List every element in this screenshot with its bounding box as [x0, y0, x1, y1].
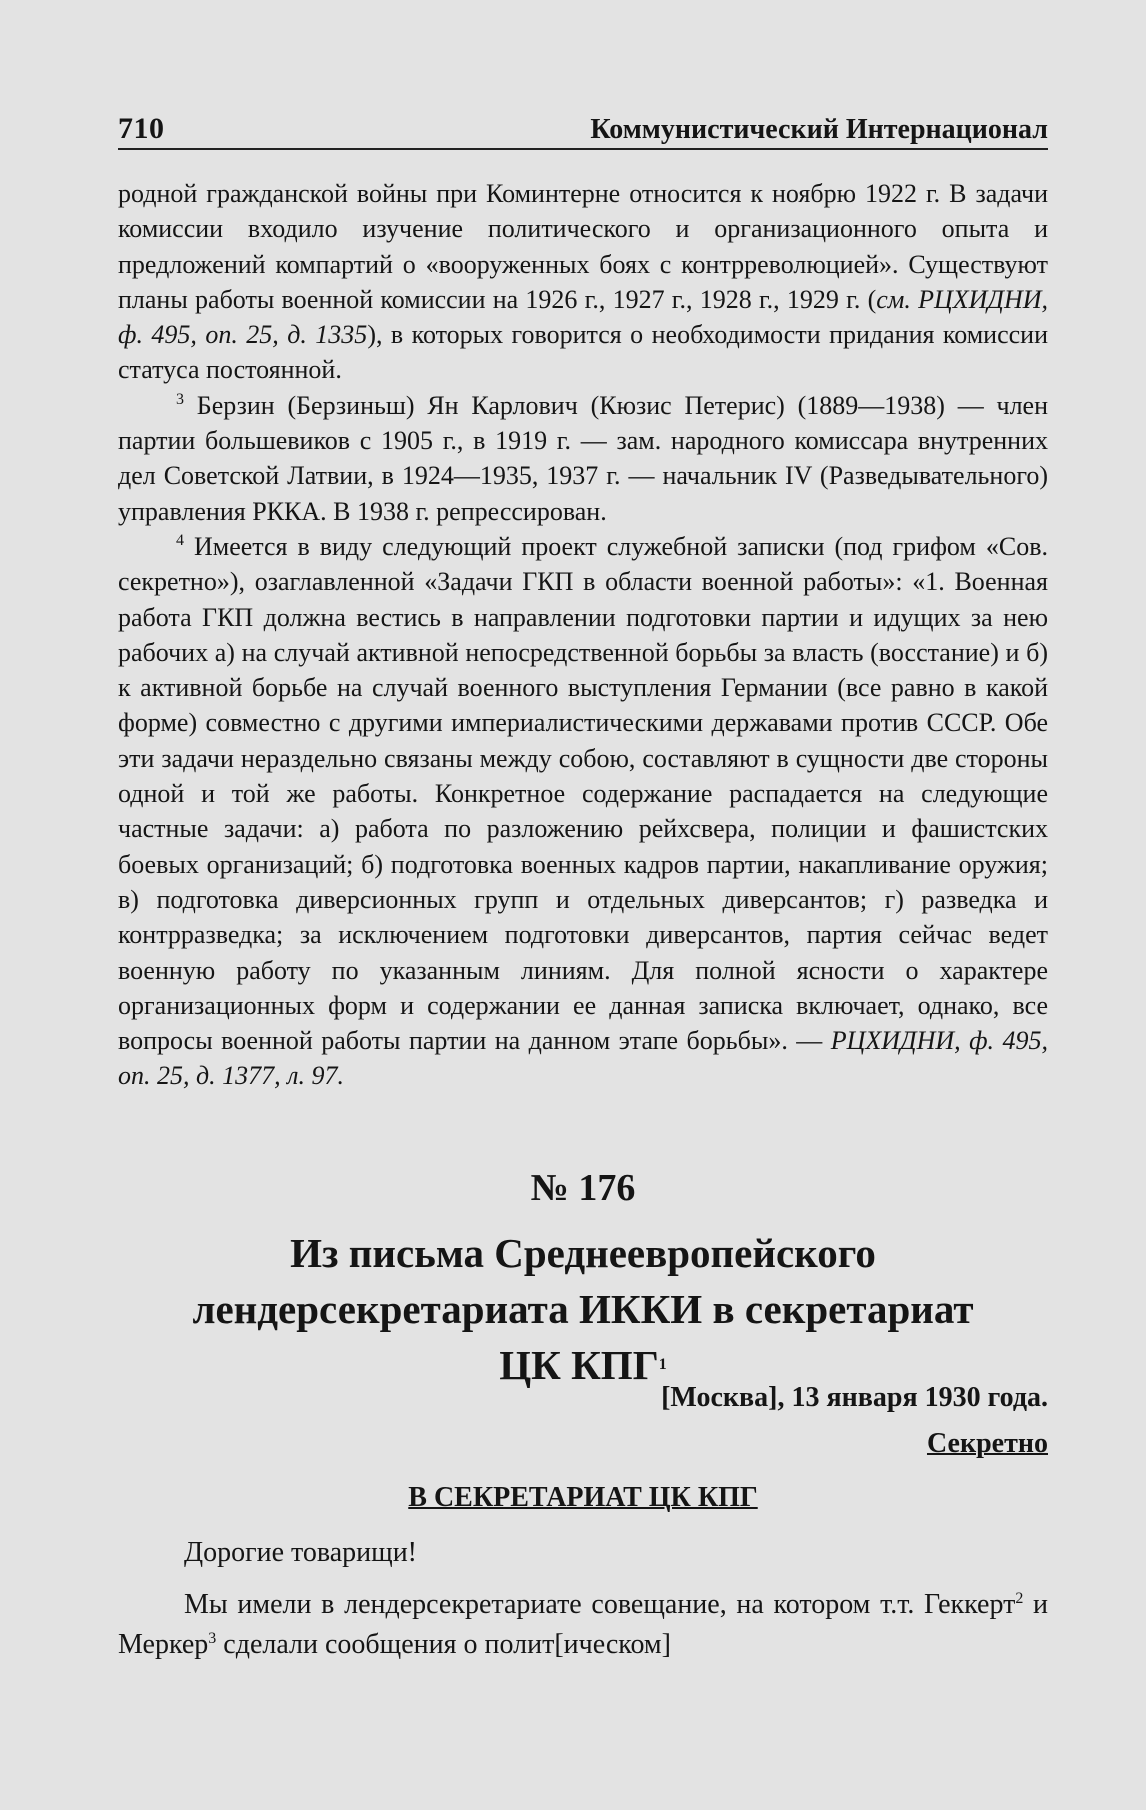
- document-number: № 176: [530, 1167, 636, 1209]
- addressee-text: В СЕКРЕТАРИАТ ЦК КПГ: [408, 1482, 758, 1513]
- document-title-line-1: Из письма Среднеевропейского: [290, 1230, 876, 1276]
- note-2-tail: ), в которых говорится о необходимости придания комиссии статуса постоянной.: [118, 320, 1048, 385]
- note-3-text: Берзин (Берзиньш) Ян Карлович (Кюзис Петерис) (1889—1938) — член партии большевиков с 1905 г., в 1919 г. — зам. народного комиссара внутренних дел Советской Латвии, в 1924—1935, 1937 г. — начальник IV (Разведывательного) управления РККА. В 1938 г. репрессирован.: [118, 390, 1048, 526]
- document-title-line-2: лендерсекретариата ИККИ в секретариат: [192, 1286, 974, 1332]
- note-3-marker: 3: [176, 390, 184, 408]
- document-date: [Москва], 13 января 1930 года.: [661, 1382, 1048, 1413]
- note-2-text: родной гражданской войны при Коминтерне относится к ноябрю 1922 г. В задачи комиссии входило изучение политического и организационного опыта и предложений компартий о «вооруженных боях с контрреволюцией». Существуют планы работы военной комиссии на 1926 г., 1927 г., 1928 г., 1929 г. (: [118, 179, 1048, 314]
- classification-stamp: Секретно: [926, 1428, 1048, 1459]
- running-title: Коммунистический Интернационал: [590, 114, 1048, 145]
- footnote-marker-2: 2: [1015, 1590, 1024, 1607]
- note-2-continuation: [118, 176, 1048, 388]
- note-4-marker: 4: [176, 531, 184, 549]
- letter-body-part-2: и Меркер: [118, 1589, 1049, 1660]
- page-number: 710: [118, 112, 165, 145]
- document-title-line-3-text: ЦК КПГ: [499, 1342, 659, 1388]
- letter-body-part-3: сделали сообщения о полит[ическом]: [216, 1629, 671, 1660]
- running-head: [118, 104, 1048, 150]
- document-title: [118, 1225, 1048, 1393]
- footnotes-block: [118, 176, 1048, 1094]
- note-3: [118, 388, 1048, 529]
- footnote-marker-3: 3: [208, 1630, 217, 1647]
- note-2-source: см. РЦХИДНИ, ф. 495, оп. 25, д. 1335: [118, 284, 1048, 350]
- note-4: [118, 529, 1048, 1094]
- addressee: [118, 1482, 1048, 1514]
- salutation: Дорогие товарищи!: [184, 1537, 417, 1568]
- letter-body-part-1: Мы имели в лендерсекретариате совещание, на котором т.т. Геккерт: [184, 1589, 1016, 1620]
- note-4-source: РЦХИДНИ, ф. 495, оп. 25, д. 1377, л. 97.: [118, 1026, 1048, 1091]
- letter-body: [118, 1585, 1048, 1665]
- note-4-text: Имеется в виду следующий проект служебной записки (под грифом «Сов. секретно»), озаглавленной «Задачи ГКП в области военной работы»: «1. Военная работа ГКП должна вестись в направлении подготовки партии и идущих за нею рабочих а) на случай активной непосредственной борьбы за власть (восстание) и б) к активной борьбе на случай военного выступления Германии (все равно в какой форме) совместно с другими империалистическими державами против СССР. Обе эти задачи нераздельно связаны между собою, составляют в сущности две стороны одной и той же работы. Конкретное содержание распадается на следующие частные задачи: а) работа по разложению рейхсвера, полиции и фашистских боевых организаций; б) подготовка военных кадров партии, накапливание оружия; в) подготовка диверсионных групп и отдельных диверсантов; г) разведка и контрразведка; за исключением подготовки диверсантов, партия сейчас ведет военную работу по указанным линиям. Для полной ясности о характере организационных форм и содержании ее данная записка включает, однако, все вопросы военной работы партии на данном этапе борьбы». —: [118, 531, 1048, 1056]
- title-footnote-marker: 1: [658, 1356, 667, 1373]
